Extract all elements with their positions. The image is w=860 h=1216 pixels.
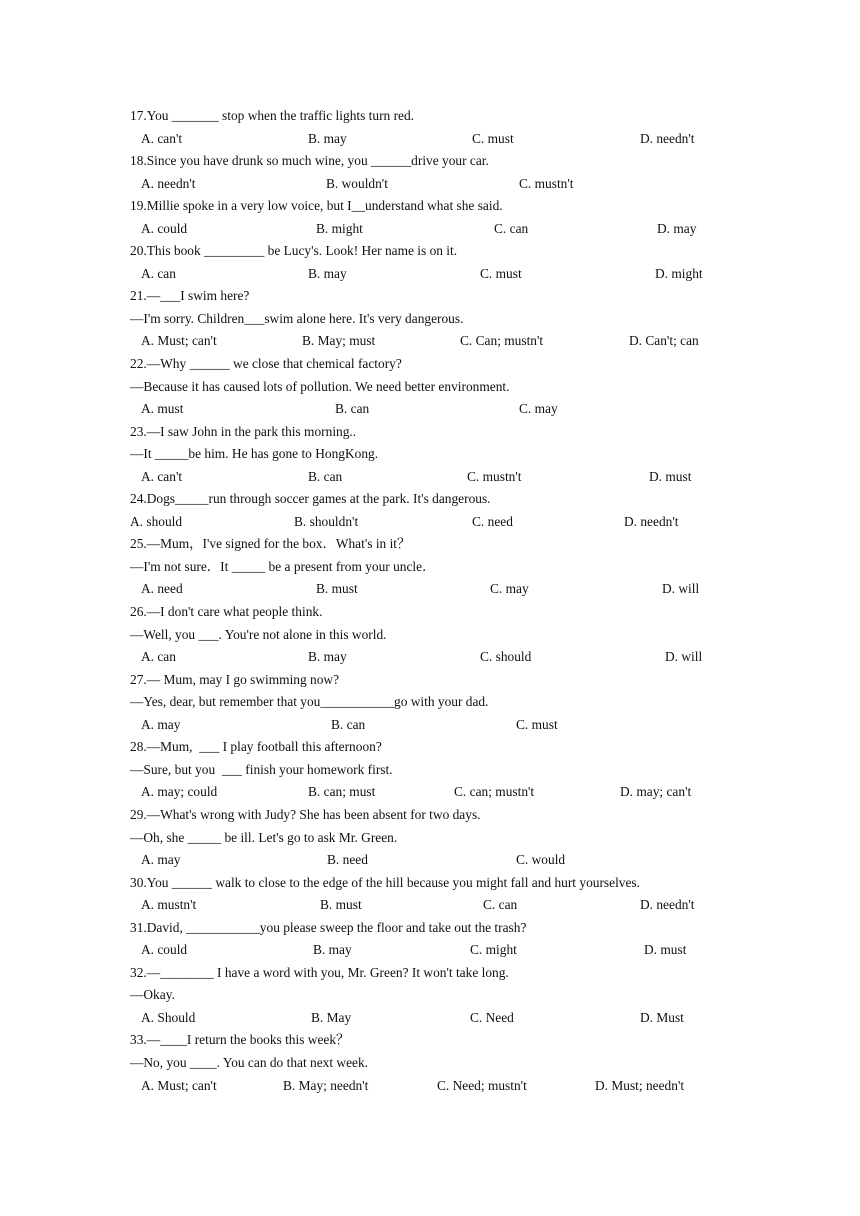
question-text: 22.—Why ______ we close that chemical factory?: [130, 356, 402, 372]
answer-option-c[interactable]: C. may: [490, 581, 529, 597]
dialogue-reply: —Because it has caused lots of pollution. We need better environment.: [130, 378, 510, 394]
answer-option-c[interactable]: C. can; mustn't: [454, 784, 535, 800]
answer-options-row: [0, 398, 860, 421]
question-text: 19.Millie spoke in a very low voice, but I__understand what she said.: [130, 198, 503, 214]
answer-option-b[interactable]: B. need: [327, 852, 368, 868]
question-text: 20.This book _________ be Lucy's. Look! Her name is on it.: [130, 243, 458, 259]
dialogue-reply: —No, you ____. You can do that next week.: [130, 1054, 369, 1070]
answer-option-a[interactable]: A. can't: [141, 130, 183, 146]
answer-options-row: [0, 1007, 860, 1030]
question-text: 31.David, ___________you please sweep the floor and take out the trash?: [130, 919, 527, 935]
question-text: 23.—I saw John in the park this morning..: [130, 423, 357, 439]
answer-option-d[interactable]: D. Must; needn't: [595, 1077, 685, 1093]
question-stem-line: [0, 195, 860, 218]
answer-option-b[interactable]: B. can; must: [308, 784, 376, 800]
answer-options-row: [0, 128, 860, 151]
question-stem-line: [0, 443, 860, 466]
question-text: 18.Since you have drunk so much wine, you ______drive your car.: [130, 153, 489, 169]
answer-option-a[interactable]: A. can: [141, 265, 176, 281]
answer-option-d[interactable]: D. Must: [640, 1009, 684, 1025]
answer-option-b[interactable]: B. can: [308, 468, 343, 484]
answer-options-row: [0, 578, 860, 601]
answer-option-a[interactable]: A. need: [141, 581, 183, 597]
answer-option-c[interactable]: C. must: [472, 130, 514, 146]
question-stem-line: [0, 736, 860, 759]
dialogue-reply: —I'm sorry. Children___swim alone here. It's very dangerous.: [130, 310, 464, 326]
answer-option-b[interactable]: B. must: [320, 897, 362, 913]
answer-option-c[interactable]: C. mustn't: [519, 175, 574, 191]
question-text: 25.—Mum，I've signed for the box．What's in it？: [130, 536, 411, 552]
answer-option-b[interactable]: B. may: [308, 649, 347, 665]
answer-option-b[interactable]: B. may: [313, 942, 352, 958]
answer-option-c[interactable]: C. must: [480, 265, 522, 281]
question-stem-line: [0, 669, 860, 692]
answer-option-d[interactable]: D. Can't; can: [629, 333, 699, 349]
answer-option-a[interactable]: A. may: [141, 852, 181, 868]
answer-option-d[interactable]: D. may: [657, 220, 697, 236]
dialogue-reply: —Yes, dear, but remember that you___________go with your dad.: [130, 694, 489, 710]
question-text: 28.—Mum, ___ I play football this afternoon?: [130, 739, 382, 755]
answer-options-row: [0, 781, 860, 804]
answer-option-d[interactable]: D. may; can't: [620, 784, 692, 800]
answer-options-row: [0, 939, 860, 962]
dialogue-reply: —I'm not sure．It _____ be a present from your uncle．: [130, 558, 436, 574]
answer-option-c[interactable]: C. may: [519, 401, 558, 417]
question-stem-line: [0, 421, 860, 444]
answer-options-row: [0, 466, 860, 489]
answer-option-a[interactable]: A. could: [141, 220, 188, 236]
answer-option-b[interactable]: B. can: [335, 401, 370, 417]
question-stem-line: [0, 353, 860, 376]
answer-option-d[interactable]: D. needn't: [640, 897, 695, 913]
answer-options-row: [0, 894, 860, 917]
question-stem-line: [0, 533, 860, 556]
question-stem-line: [0, 1029, 860, 1052]
question-sheet: [0, 105, 860, 1097]
answer-option-d[interactable]: D. must: [649, 468, 692, 484]
question-stem-line: [0, 984, 860, 1007]
answer-options-row: [0, 330, 860, 353]
question-text: 21.—___I swim here?: [130, 288, 250, 304]
answer-option-b[interactable]: B. may: [308, 265, 347, 281]
answer-option-a[interactable]: A. may; could: [141, 784, 218, 800]
answer-option-d[interactable]: D. might: [655, 265, 703, 281]
answer-option-c[interactable]: C. would: [516, 852, 566, 868]
question-stem-line: [0, 827, 860, 850]
question-stem-line: [0, 308, 860, 331]
answer-option-d[interactable]: D. must: [644, 942, 687, 958]
answer-option-b[interactable]: B. may: [308, 130, 347, 146]
question-text: 29.—What's wrong with Judy? She has been absent for two days.: [130, 806, 481, 822]
answer-option-b[interactable]: B. May; needn't: [283, 1077, 369, 1093]
answer-option-c[interactable]: C. can: [483, 897, 518, 913]
question-stem-line: [0, 488, 860, 511]
answer-option-a[interactable]: A. must: [141, 401, 184, 417]
answer-option-d[interactable]: D. will: [665, 649, 703, 665]
question-stem-line: [0, 556, 860, 579]
dialogue-reply: —Well, you ___. You're not alone in this world.: [130, 626, 387, 642]
answer-option-a[interactable]: A. can't: [141, 468, 183, 484]
answer-options-row: [0, 511, 860, 534]
question-text: 17.You _______ stop when the traffic lights turn red.: [130, 108, 415, 123]
question-text: 24.Dogs_____run through soccer games at the park. It's dangerous.: [130, 491, 491, 507]
answer-options-row: [0, 646, 860, 669]
answer-options-row: [0, 218, 860, 241]
answer-option-d[interactable]: D. needn't: [624, 513, 679, 529]
question-stem-line: [0, 376, 860, 399]
answer-option-c[interactable]: C. need: [472, 513, 513, 529]
question-stem-line: [0, 804, 860, 827]
question-stem-line: [0, 872, 860, 895]
answer-option-c[interactable]: C. might: [470, 942, 517, 958]
answer-option-b[interactable]: B. shouldn't: [294, 513, 359, 529]
question-stem-line: [0, 962, 860, 985]
question-stem-line: [0, 917, 860, 940]
question-stem-line: [0, 240, 860, 263]
question-text: 30.You ______ walk to close to the edge of the hill because you might fall and hurt yourselves.: [130, 874, 640, 890]
answer-option-b[interactable]: B. might: [316, 220, 363, 236]
question-stem-line: [0, 759, 860, 782]
dialogue-reply: —Okay.: [130, 987, 175, 1003]
answer-option-c[interactable]: C. Need; mustn't: [437, 1077, 527, 1093]
answer-option-c[interactable]: C. should: [480, 649, 532, 665]
answer-option-c[interactable]: C. must: [516, 716, 558, 732]
answer-options-row: [0, 1075, 860, 1098]
answer-option-a[interactable]: A. can: [141, 649, 176, 665]
question-stem-line: [0, 1052, 860, 1075]
answer-option-a[interactable]: A. Must; can't: [141, 1077, 217, 1093]
dialogue-reply: —Oh, she _____ be ill. Let's go to ask Mr. Green.: [130, 829, 398, 845]
question-stem-line: [0, 285, 860, 308]
question-stem-line: [0, 624, 860, 647]
question-stem-line: [0, 691, 860, 714]
answer-option-c[interactable]: C. Need: [470, 1009, 514, 1025]
answer-option-a[interactable]: A. mustn't: [141, 897, 197, 913]
answer-options-row: [0, 714, 860, 737]
dialogue-reply: —Sure, but you ___ finish your homework first.: [130, 761, 393, 777]
question-text: 33.—____I return the books this week？: [130, 1032, 350, 1048]
question-text: 26.—I don't care what people think.: [130, 604, 323, 620]
answer-option-a[interactable]: A. could: [141, 942, 188, 958]
answer-option-b[interactable]: B. May: [311, 1009, 352, 1025]
question-stem-line: [0, 601, 860, 624]
answer-options-row: [0, 173, 860, 196]
answer-option-d[interactable]: D. will: [662, 581, 700, 597]
answer-option-b[interactable]: B. wouldn't: [326, 175, 388, 191]
answer-option-c[interactable]: C. can: [494, 220, 529, 236]
answer-option-d[interactable]: D. needn't: [640, 130, 695, 146]
answer-option-a[interactable]: A. needn't: [141, 175, 196, 191]
answer-option-a[interactable]: A. should: [130, 513, 183, 529]
answer-options-row: [0, 849, 860, 872]
answer-option-c[interactable]: C. Can; mustn't: [460, 333, 544, 349]
question-stem-line: [0, 150, 860, 173]
answer-option-c[interactable]: C. mustn't: [467, 468, 522, 484]
question-text: 32.—________ I have a word with you, Mr. Green? It won't take long.: [130, 964, 509, 980]
answer-option-a[interactable]: A. may: [141, 716, 181, 732]
answer-option-b[interactable]: B. can: [331, 716, 366, 732]
question-stem-line: [0, 105, 860, 128]
question-text: 27.— Mum, may I go swimming now?: [130, 671, 340, 687]
answer-option-a[interactable]: A. Must; can't: [141, 333, 217, 349]
answer-option-a[interactable]: A. Should: [141, 1009, 196, 1025]
answer-option-b[interactable]: B. must: [316, 581, 358, 597]
answer-options-row: [0, 263, 860, 286]
answer-option-b[interactable]: B. May; must: [302, 333, 376, 349]
dialogue-reply: —It _____be him. He has gone to HongKong.: [130, 446, 379, 462]
